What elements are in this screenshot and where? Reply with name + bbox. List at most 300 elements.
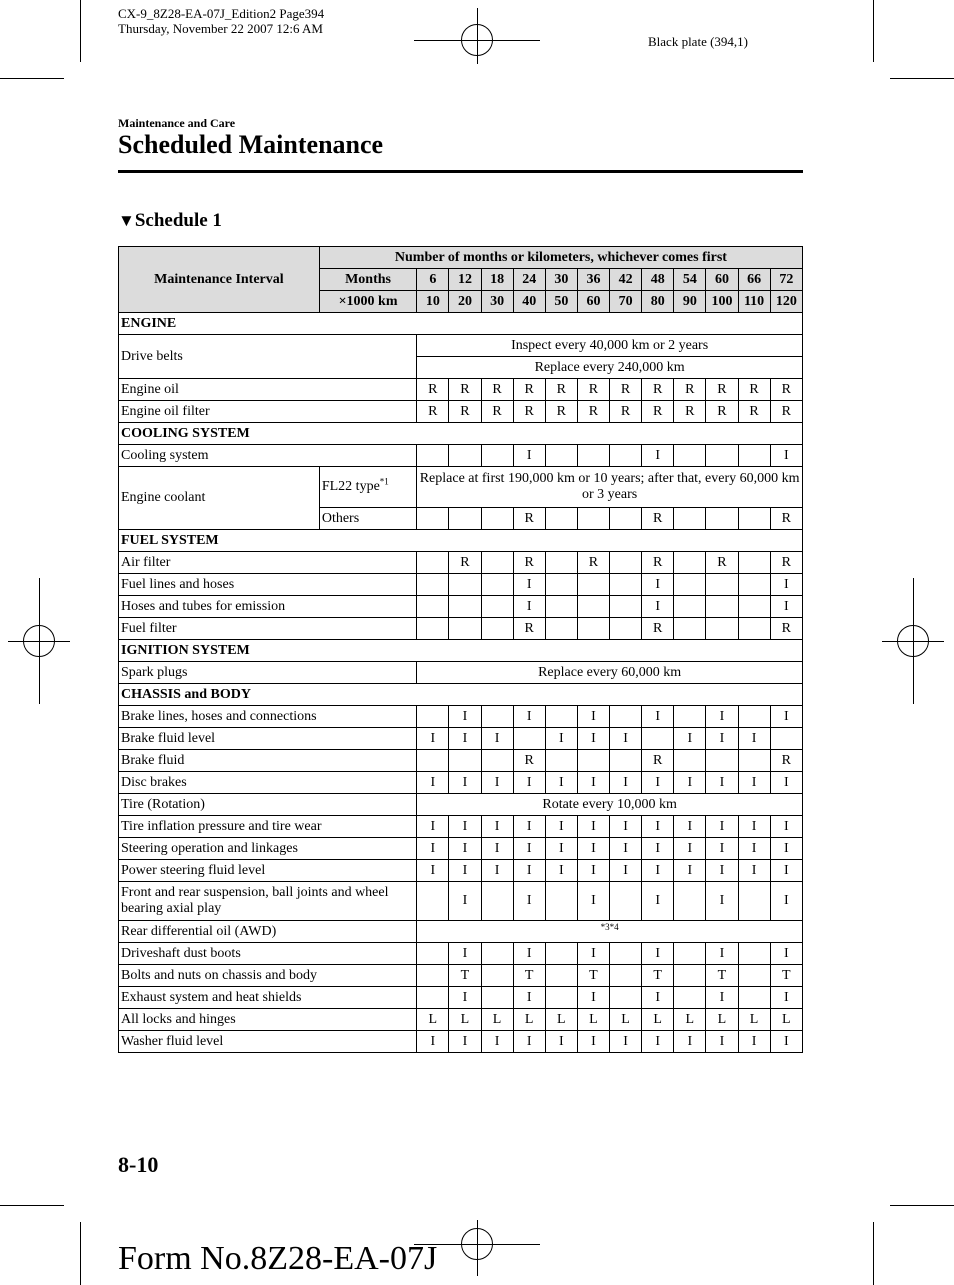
value-cell xyxy=(642,838,674,860)
value-cell xyxy=(481,860,513,882)
value-text: I xyxy=(558,774,564,790)
value-cell xyxy=(706,574,738,596)
section-row xyxy=(119,530,803,552)
value-cell xyxy=(770,379,802,401)
row-label: Spark plugs xyxy=(119,662,417,684)
month-cell: 12 xyxy=(449,269,481,291)
value-text: I xyxy=(655,989,661,1005)
value-cell xyxy=(513,445,545,467)
value-text: R xyxy=(781,381,791,397)
value-text: I xyxy=(719,774,725,790)
value-text: I xyxy=(687,862,693,878)
value-text: R xyxy=(588,554,599,570)
value-text: R xyxy=(749,403,759,419)
value-text: I xyxy=(655,598,661,614)
row-label: Steering operation and linkages xyxy=(119,838,417,860)
table-row xyxy=(119,1031,803,1053)
value-cell xyxy=(642,574,674,596)
value-cell xyxy=(610,838,642,860)
value-cell xyxy=(481,728,513,750)
value-cell xyxy=(417,445,449,467)
value-cell xyxy=(417,987,449,1009)
value-cell xyxy=(513,379,545,401)
value-cell xyxy=(642,882,674,921)
value-cell xyxy=(674,596,706,618)
value-cell xyxy=(738,816,770,838)
value-text: I xyxy=(462,840,468,856)
value-text: L xyxy=(621,1011,630,1027)
value-text: I xyxy=(719,945,725,961)
row-label: Washer fluid level xyxy=(119,1031,417,1053)
value-cell xyxy=(481,1031,513,1053)
value-cell xyxy=(449,1009,481,1031)
row-label: Engine coolant xyxy=(119,467,320,530)
value-cell xyxy=(738,445,770,467)
value-text: I xyxy=(462,945,468,961)
value-cell xyxy=(674,750,706,772)
registration-line xyxy=(477,1220,478,1276)
km-cell: 70 xyxy=(610,291,642,313)
value-text: I xyxy=(655,774,661,790)
value-text: R xyxy=(781,620,791,636)
value-cell xyxy=(738,838,770,860)
value-cell xyxy=(545,1009,577,1031)
value-text: I xyxy=(558,818,564,834)
value-text: L xyxy=(428,1011,438,1027)
value-text: I xyxy=(655,862,661,878)
value-text: I xyxy=(591,1033,596,1049)
row-label: Cooling system xyxy=(119,445,417,467)
value-cell xyxy=(481,508,513,530)
value-text: I xyxy=(494,774,500,790)
table-row xyxy=(119,816,803,838)
value-cell xyxy=(513,750,545,772)
value-cell xyxy=(545,816,577,838)
drive-belts-inspect: Inspect every 40,000 km or 2 years xyxy=(417,335,803,357)
value-text: I xyxy=(655,893,661,908)
value-cell xyxy=(577,706,609,728)
others-label: Others xyxy=(319,508,416,530)
row-label: Rear differential oil (AWD) xyxy=(119,921,417,943)
month-cell: 72 xyxy=(770,269,802,291)
value-cell xyxy=(642,943,674,965)
value-cell xyxy=(674,860,706,882)
value-text: I xyxy=(591,945,596,961)
value-text: I xyxy=(430,818,436,834)
value-cell xyxy=(706,772,738,794)
value-text: I xyxy=(687,730,693,746)
value-text: I xyxy=(462,862,468,878)
interval-header: Maintenance Interval xyxy=(119,247,320,313)
value-text: I xyxy=(430,774,436,790)
row-label: Fuel lines and hoses xyxy=(119,574,417,596)
value-cell xyxy=(417,401,449,423)
value-text: I xyxy=(494,730,500,746)
table-row xyxy=(119,574,803,596)
value-text: I xyxy=(430,840,436,856)
drive-belts-replace: Replace every 240,000 km xyxy=(417,357,803,379)
value-cell xyxy=(449,860,481,882)
value-cell xyxy=(642,596,674,618)
value-cell xyxy=(770,1031,802,1053)
value-cell xyxy=(642,772,674,794)
value-text: R xyxy=(524,403,534,419)
table-row xyxy=(119,401,803,423)
value-cell xyxy=(417,508,449,530)
value-cell xyxy=(513,943,545,965)
table-row xyxy=(119,882,803,921)
value-cell xyxy=(706,816,738,838)
maintenance-schedule-table xyxy=(118,246,803,1053)
table-row xyxy=(119,750,803,772)
value-text: I xyxy=(526,893,532,908)
value-cell xyxy=(674,882,706,921)
value-text: I xyxy=(494,1033,500,1049)
value-cell xyxy=(674,574,706,596)
value-cell xyxy=(738,750,770,772)
print-header-file: CX-9_8Z28-EA-07J_Edition2 Page394 xyxy=(118,6,325,21)
section-chassis: CHASSIS and BODY xyxy=(119,684,803,706)
value-cell xyxy=(738,401,770,423)
value-text: I xyxy=(591,862,596,878)
crop-mark xyxy=(80,0,81,62)
value-cell xyxy=(642,401,674,423)
table-row xyxy=(119,987,803,1009)
value-cell xyxy=(513,965,545,987)
value-cell xyxy=(738,706,770,728)
value-text: I xyxy=(494,840,500,856)
fl22-text-cell: Replace at first 190,000 km or 10 years; after that, every 60,000 km or 3 years xyxy=(417,467,803,508)
value-cell xyxy=(513,618,545,640)
value-cell xyxy=(449,574,481,596)
title-rule xyxy=(118,170,803,173)
row-label: Front and rear suspension, ball joints and wheel bearing axial play xyxy=(119,882,417,921)
row-label: Engine oil filter xyxy=(119,401,417,423)
value-cell xyxy=(642,379,674,401)
value-text: I xyxy=(687,818,693,834)
table-row xyxy=(119,1009,803,1031)
value-cell xyxy=(770,445,802,467)
section-row xyxy=(119,423,803,445)
value-cell xyxy=(577,379,609,401)
value-text: I xyxy=(783,818,789,834)
value-text: I xyxy=(526,818,532,834)
value-text: I xyxy=(687,840,693,856)
value-text: I xyxy=(526,862,532,878)
value-cell: R xyxy=(513,508,545,530)
km-label: ×1000 km xyxy=(319,291,416,313)
value-text: I xyxy=(623,818,628,834)
value-text: I xyxy=(494,818,500,834)
value-text: I xyxy=(526,576,532,592)
value-cell xyxy=(481,943,513,965)
value-text: L xyxy=(557,1011,566,1027)
value-cell xyxy=(513,838,545,860)
value-text: R xyxy=(653,381,663,397)
value-text: I xyxy=(558,862,564,878)
value-text: I xyxy=(494,862,500,878)
value-cell xyxy=(481,965,513,987)
value-text: I xyxy=(655,708,661,724)
value-text: I xyxy=(526,774,532,790)
value-text: R xyxy=(492,381,502,397)
value-cell xyxy=(417,816,449,838)
print-header-plate: Black plate (394,1) xyxy=(648,34,748,49)
table-row xyxy=(119,335,803,357)
value-text: I xyxy=(526,708,532,724)
form-number: Form No.8Z28-EA-07J xyxy=(118,1240,438,1277)
value-cell xyxy=(417,772,449,794)
value-cell xyxy=(642,860,674,882)
value-cell xyxy=(481,596,513,618)
value-cell xyxy=(481,618,513,640)
value-cell xyxy=(449,706,481,728)
value-cell xyxy=(417,1031,449,1053)
value-cell xyxy=(449,618,481,640)
section-label: Maintenance and Care xyxy=(118,116,236,130)
value-cell xyxy=(642,987,674,1009)
value-cell xyxy=(770,750,802,772)
value-cell xyxy=(545,552,577,574)
value-cell xyxy=(674,987,706,1009)
value-cell xyxy=(738,379,770,401)
value-cell xyxy=(513,728,545,750)
value-cell xyxy=(610,508,642,530)
table-row xyxy=(119,921,803,943)
value-cell xyxy=(738,552,770,574)
value-cell xyxy=(481,445,513,467)
value-text: R xyxy=(556,403,566,419)
value-text: L xyxy=(653,1011,662,1027)
month-cell: 48 xyxy=(642,269,674,291)
row-label: Brake fluid level xyxy=(119,728,417,750)
value-cell xyxy=(417,882,449,921)
value-cell xyxy=(513,1031,545,1053)
value-cell xyxy=(417,379,449,401)
value-text: I xyxy=(591,989,596,1005)
value-cell xyxy=(417,838,449,860)
value-cell xyxy=(545,706,577,728)
value-cell xyxy=(577,618,609,640)
value-cell xyxy=(738,508,770,530)
value-cell xyxy=(706,706,738,728)
value-cell xyxy=(706,618,738,640)
value-text: I xyxy=(623,774,628,790)
value-cell xyxy=(610,574,642,596)
value-text: I xyxy=(526,945,532,961)
schedule-heading-text: Schedule 1 xyxy=(134,210,222,231)
value-cell xyxy=(610,816,642,838)
value-text: I xyxy=(623,862,628,878)
value-cell xyxy=(610,1009,642,1031)
table-row xyxy=(119,467,803,508)
value-cell xyxy=(513,706,545,728)
value-cell xyxy=(577,552,609,574)
section-fuel: FUEL SYSTEM xyxy=(119,530,803,552)
value-cell xyxy=(481,1009,513,1031)
value-text: I xyxy=(655,818,661,834)
value-cell xyxy=(513,574,545,596)
value-cell xyxy=(449,750,481,772)
value-text: R xyxy=(524,381,534,397)
section-row xyxy=(119,313,803,335)
value-cell xyxy=(674,728,706,750)
row-label: Drive belts xyxy=(119,335,417,379)
value-text: I xyxy=(462,730,468,746)
value-text: I xyxy=(719,730,725,746)
value-text: I xyxy=(591,730,596,746)
value-cell xyxy=(545,728,577,750)
value-cell xyxy=(545,860,577,882)
rear-diff-note: *3*4 xyxy=(417,921,803,943)
value-text: I xyxy=(783,576,789,592)
value-cell xyxy=(706,882,738,921)
value-cell xyxy=(417,728,449,750)
value-cell xyxy=(545,943,577,965)
value-cell xyxy=(738,965,770,987)
value-text: I xyxy=(783,447,789,463)
value-text: I xyxy=(558,730,564,746)
value-cell xyxy=(770,943,802,965)
value-cell xyxy=(770,987,802,1009)
value-text: I xyxy=(655,945,661,961)
value-cell xyxy=(610,552,642,574)
value-text: L xyxy=(685,1011,695,1027)
value-text: I xyxy=(783,774,789,790)
month-cell: 60 xyxy=(706,269,738,291)
value-cell xyxy=(481,401,513,423)
value-cell xyxy=(545,772,577,794)
value-cell xyxy=(577,574,609,596)
row-label: Driveshaft dust boots xyxy=(119,943,417,965)
value-cell xyxy=(610,943,642,965)
value-cell xyxy=(545,838,577,860)
value-text: I xyxy=(558,840,564,856)
km-cell: 100 xyxy=(706,291,738,313)
value-cell xyxy=(770,596,802,618)
crop-mark xyxy=(0,1205,64,1206)
value-text: I xyxy=(783,708,789,724)
table-row xyxy=(119,794,803,816)
value-text: T xyxy=(653,967,662,983)
table-row xyxy=(119,379,803,401)
value-cell xyxy=(417,943,449,965)
value-text: I xyxy=(591,893,596,908)
value-cell xyxy=(642,750,674,772)
value-text: R xyxy=(460,554,470,570)
value-cell xyxy=(706,1031,738,1053)
value-text: I xyxy=(751,730,757,746)
value-cell xyxy=(577,728,609,750)
registration-line xyxy=(39,578,40,704)
table-row xyxy=(119,943,803,965)
value-text: L xyxy=(782,1011,791,1027)
footnote-mark: *1 xyxy=(379,476,389,487)
value-cell xyxy=(738,772,770,794)
value-cell xyxy=(770,838,802,860)
value-cell xyxy=(417,618,449,640)
row-label: Brake fluid xyxy=(119,750,417,772)
value-cell xyxy=(770,1009,802,1031)
value-cell: R xyxy=(642,508,674,530)
value-cell xyxy=(577,943,609,965)
section-cooling: COOLING SYSTEM xyxy=(119,423,803,445)
value-text: R xyxy=(717,381,727,397)
value-text: I xyxy=(719,893,725,908)
value-cell xyxy=(545,379,577,401)
value-cell xyxy=(577,508,609,530)
row-label: Fuel filter xyxy=(119,618,417,640)
km-cell: 40 xyxy=(513,291,545,313)
value-text: L xyxy=(749,1011,759,1027)
value-cell xyxy=(417,706,449,728)
value-text: R xyxy=(524,752,534,768)
value-text: I xyxy=(687,1033,693,1049)
value-cell xyxy=(449,965,481,987)
km-cell: 50 xyxy=(545,291,577,313)
value-cell xyxy=(513,1009,545,1031)
value-cell xyxy=(545,965,577,987)
value-cell xyxy=(545,401,577,423)
value-cell xyxy=(706,401,738,423)
value-cell xyxy=(770,552,802,574)
value-text: R xyxy=(749,381,759,397)
value-cell xyxy=(770,882,802,921)
value-text: R xyxy=(428,381,438,397)
value-text: I xyxy=(462,1033,468,1049)
row-label: Engine oil xyxy=(119,379,417,401)
value-cell xyxy=(449,445,481,467)
value-cell xyxy=(770,574,802,596)
value-cell xyxy=(674,838,706,860)
value-text: T xyxy=(717,967,727,983)
value-cell xyxy=(417,965,449,987)
value-text: L xyxy=(460,1011,470,1027)
value-cell xyxy=(513,401,545,423)
km-cell: 20 xyxy=(449,291,481,313)
value-cell xyxy=(770,816,802,838)
value-cell xyxy=(545,596,577,618)
row-label: Brake lines, hoses and connections xyxy=(119,706,417,728)
value-text: I xyxy=(462,774,468,790)
value-text: R xyxy=(428,403,438,419)
table-row xyxy=(119,445,803,467)
value-cell: R xyxy=(770,508,802,530)
row-label: Power steering fluid level xyxy=(119,860,417,882)
value-cell xyxy=(674,1031,706,1053)
value-cell xyxy=(674,401,706,423)
value-text: I xyxy=(430,730,436,746)
value-text: I xyxy=(751,862,757,878)
table-row xyxy=(119,618,803,640)
value-cell xyxy=(642,816,674,838)
value-cell xyxy=(481,772,513,794)
value-text: I xyxy=(591,818,596,834)
month-cell: 30 xyxy=(545,269,577,291)
value-cell xyxy=(706,860,738,882)
value-cell xyxy=(545,574,577,596)
value-text: R xyxy=(460,403,470,419)
value-text: I xyxy=(591,708,596,724)
crop-mark xyxy=(873,0,874,62)
value-text: I xyxy=(623,730,628,746)
value-cell xyxy=(610,750,642,772)
value-cell xyxy=(545,987,577,1009)
value-cell xyxy=(577,965,609,987)
value-cell xyxy=(610,445,642,467)
value-text: R xyxy=(717,554,727,570)
value-cell xyxy=(577,445,609,467)
